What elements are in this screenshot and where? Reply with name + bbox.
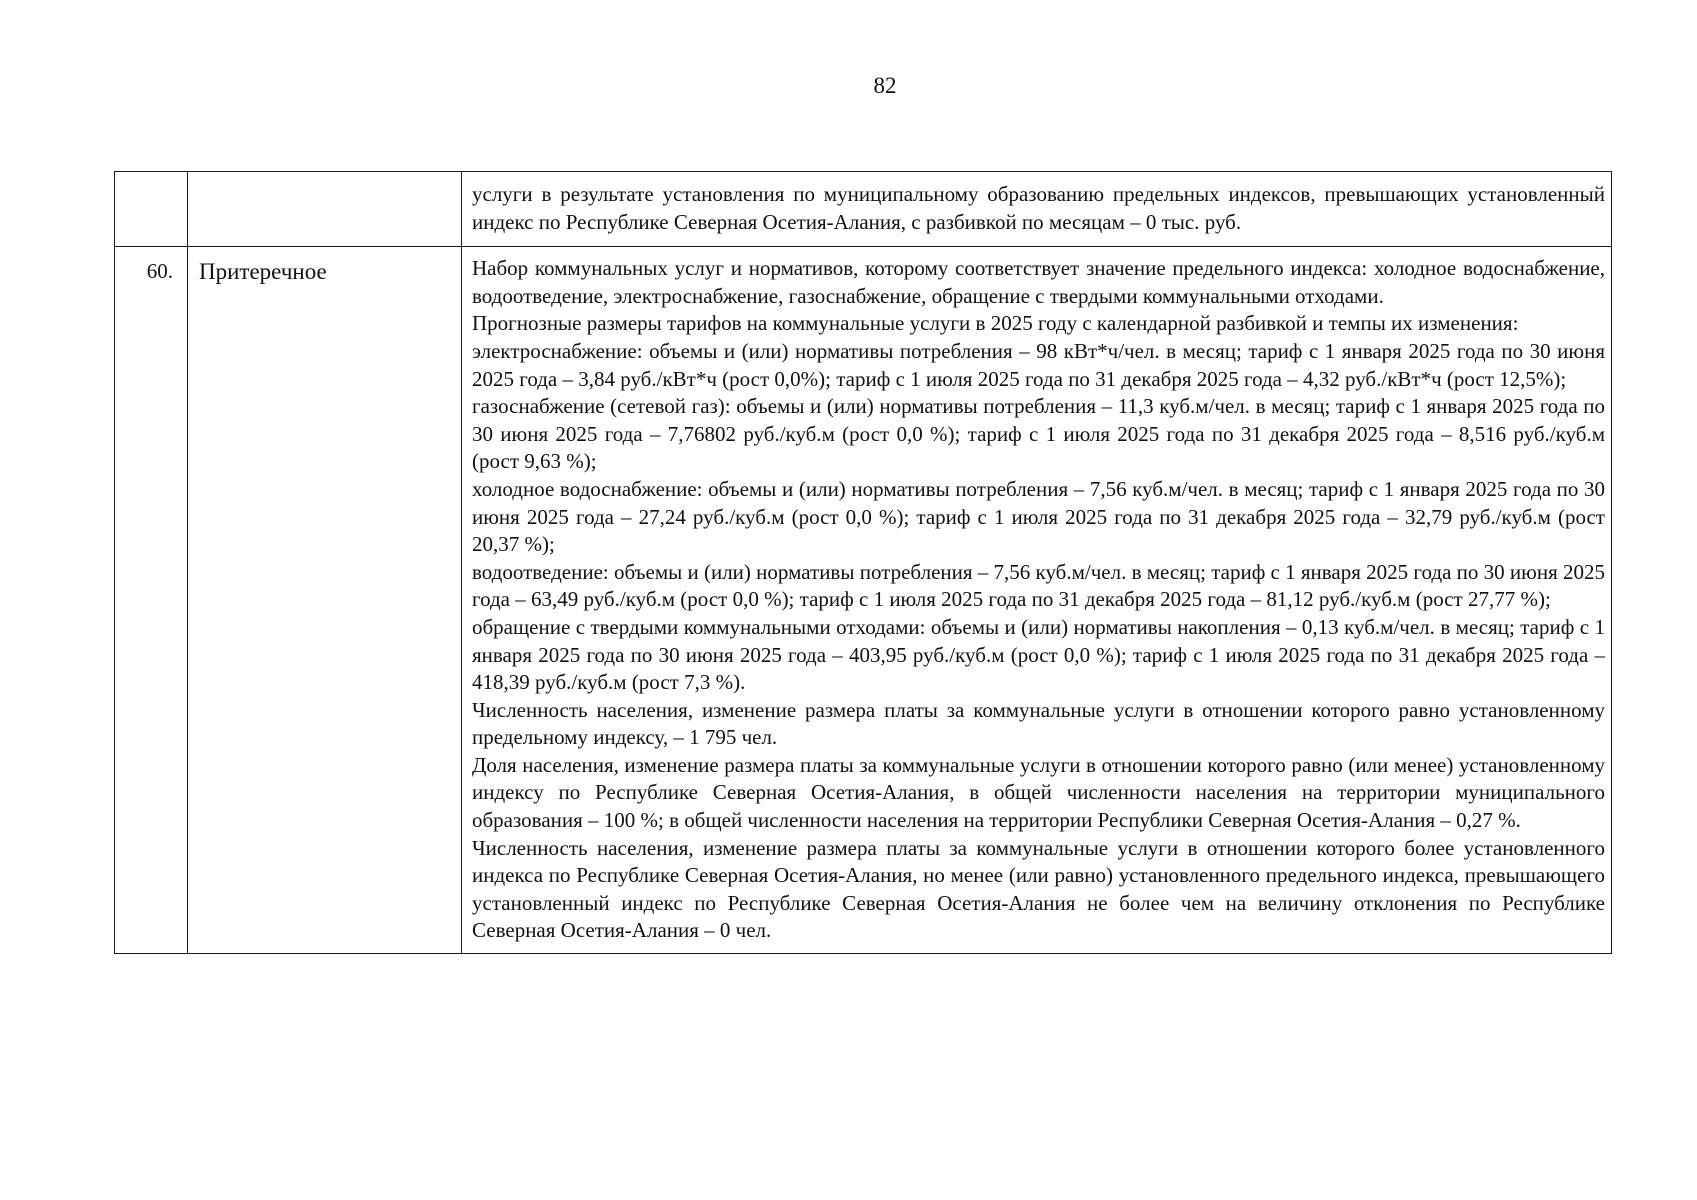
forecast-heading-paragraph: Прогнозные размеры тарифов на коммунальные услуги в 2025 году с календарной разбивкой и темпы их изменения:: [472, 311, 1519, 336]
row-number-cell: [115, 172, 188, 247]
table-row-continuation: [115, 172, 1612, 247]
municipality-name: Притеречное: [199, 259, 327, 285]
row-number-cell: [115, 247, 188, 954]
population-above-index-paragraph: Численность населения, изменение размера платы за коммунальные услуги в отношении которого более установленного индекса по Республике Северная Осетия-Алания, но менее (или равно) установленного предельного индекса, превышающего установленный индекс по Республике Северная Осетия-Алания не более чем на величину отклонения по Республике Северная Осетия-Алания – 0 чел.: [472, 835, 1605, 943]
municipality-name-cell: [188, 172, 462, 247]
cold-water-tariff-paragraph: холодное водоснабжение: объемы и (или) нормативы потребления – 7,56 куб.м/чел. в месяц; тариф с 1 января 2025 года по 30 июня 2025 года – 27,24 руб./куб.м (рост 0,0 %); тариф с 1 июля 2025 года по 31 декабря 2025 года – 32,79 руб./куб.м (рост 20,37 %);: [472, 476, 1605, 557]
population-equal-index-paragraph: Численность населения, изменение размера платы за коммунальные услуги в отношении которого равно установленному предельному индексу, – 1 795 чел.: [472, 697, 1605, 750]
services-set-paragraph: Набор коммунальных услуг и нормативов, которому соответствует значение предельного индекса: холодное водоснабжение, водоотведение, электроснабжение, газоснабжение, обращение с твердыми коммунальными отходами.: [472, 256, 1605, 308]
wastewater-tariff-paragraph: водоотведение: объемы и (или) нормативы потребления – 7,56 куб.м/чел. в месяц; тариф с 1 января 2025 года по 30 июня 2025 года – 63,49 руб./куб.м (рост 0,0 %); тариф с 1 июля 2025 года по 31 декабря 2025 года – 81,12 руб./куб.м (рост 27,77 %);: [472, 559, 1605, 612]
description-cell: [462, 247, 1612, 954]
electricity-tariff-paragraph: электроснабжение: объемы и (или) нормативы потребления – 98 кВт*ч/чел. в месяц; тариф с 1 января 2025 года по 30 июня 2025 года – 3,84 руб./кВт*ч (рост 0,0%); тариф с 1 июля 2025 года по 31 декабря 2025 года – 4,32 руб./кВт*ч (рост 12,5%);: [472, 338, 1605, 391]
table-row-60: [115, 247, 1612, 954]
row-number: 60.: [146, 259, 173, 284]
description-paragraph: услуги в результате установления по муниципальному образованию предельных индексов, превышающих установленный индекс по Республике Северная Осетия-Алания, с разбивкой по месяцам – 0 тыс. руб.: [472, 182, 1605, 234]
tariff-table: [114, 171, 1612, 954]
gas-tariff-paragraph: газоснабжение (сетевой газ): объемы и (или) нормативы потребления – 11,3 куб.м/чел. в месяц; тариф с 1 января 2025 года по 30 июня 2025 года – 7,76802 руб./куб.м (рост 0,0 %); тариф с 1 июля 2025 года по 31 декабря 2025 года – 8,516 руб./куб.м (рост 9,63 %);: [472, 394, 1605, 474]
page-number: 82: [873, 73, 897, 98]
population-share-paragraph: Доля населения, изменение размера платы за коммунальные услуги в отношении которого равно (или менее) установленному индексу по Республике Северная Осетия-Алания, в общей численности населения на территории муниципального образования – 100 %; в общей численности населения на территории Республики Северная Осетия-Алания – 0,27 %.: [472, 752, 1605, 833]
municipality-name: [188, 172, 461, 183]
description-cell: [462, 172, 1612, 247]
row-number: [115, 172, 187, 183]
solid-waste-tariff-paragraph: обращение с твердыми коммунальными отходами: объемы и (или) нормативы накопления – 0,13 куб.м/чел. в месяц; тариф с 1 января 2025 года по 30 июня 2025 года – 403,95 руб./куб.м (рост 0,0 %); тариф с 1 июля 2025 года по 31 декабря 2025 года – 418,39 руб./куб.м (рост 7,3 %).: [472, 614, 1605, 695]
municipality-name-cell: [188, 247, 462, 954]
